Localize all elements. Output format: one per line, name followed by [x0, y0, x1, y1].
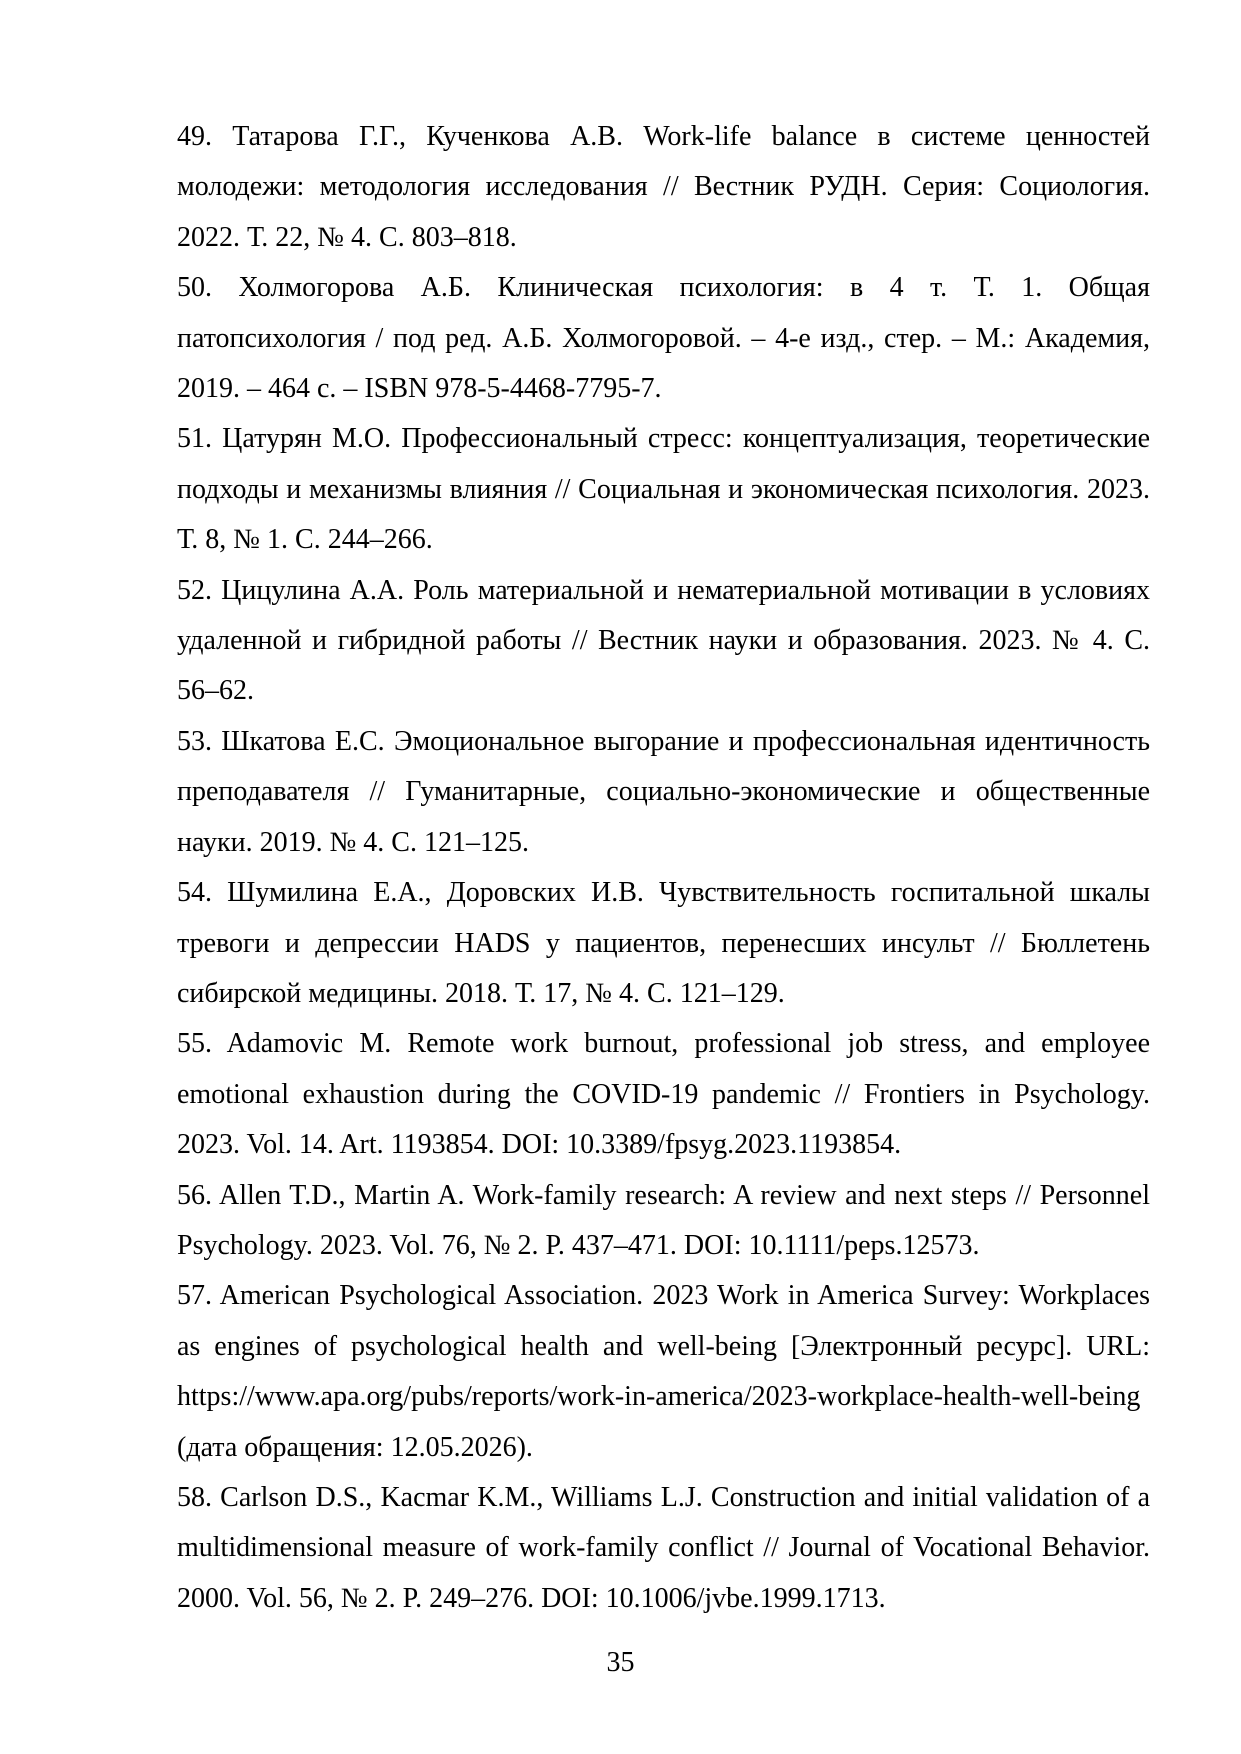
reference-entry: 52. Цицулина А.А. Роль материальной и нематериальной мотивации в условиях удаленной и гибридной работы // Вестник науки и образования. 2023. № 4. С. 56–62.: [177, 574, 1150, 707]
reference-entry: 57. American Psychological Association. 2023 Work in America Survey: Workplaces as engines of psychological health and well-being [Электронный ресурс]. URL: https://www.apa.org/pubs/reports/work-in-america/2023-workplace-health-well-being (дата обращения: 12.05.2026).: [177, 1280, 1150, 1463]
reference-entry: 53. Шкатова Е.С. Эмоциональное выгорание и профессиональная идентичность преподавателя // Гуманитарные, социально-экономические и общественные науки. 2019. № 4. С. 121–125.: [177, 725, 1150, 858]
reference-entry: 54. Шумилина Е.А., Доровских И.В. Чувствительность госпитальной шкалы тревоги и депрессии HADS у пациентов, перенесших инсульт // Бюллетень сибирской медицины. 2018. Т. 17, № 4. С. 121–129.: [177, 877, 1150, 1009]
page-number: 35: [606, 1647, 635, 1678]
reference-entry: 56. Allen T.D., Martin A. Work-family research: A review and next steps // Personnel Psychology. 2023. Vol. 76, № 2. P. 437–471. DOI: 10.1111/peps.12573.: [177, 1179, 1150, 1261]
reference-entry: 58. Carlson D.S., Kacmar K.M., Williams L.J. Construction and initial validation of a multidimensional measure of work-family conflict // Journal of Vocational Behavior. 2000. Vol. 56, № 2. P. 249–276. DOI: 10.1006/jvbe.1999.1713.: [177, 1481, 1150, 1614]
reference-entry: 50. Холмогорова А.Б. Клиническая психология: в 4 т. Т. 1. Общая патопсихология / под ред. А.Б. Холмогоровой. – 4-е изд., стер. – М.: Академия, 2019. – 464 с. – ISBN 978-5-4468-7795-7.: [177, 272, 1150, 405]
reference-entry: 55. Adamovic M. Remote work burnout, professional job stress, and employee emotional exhaustion during the COVID-19 pandemic // Frontiers in Psychology. 2023. Vol. 14. Art. 1193854. DOI: 10.3389/fpsyg.2023.1193854.: [177, 1028, 1150, 1161]
reference-list: [177, 112, 1150, 1624]
reference-entry: 51. Цатурян М.О. Профессиональный стресс: концептуализация, теоретические подходы и механизмы влияния // Социальная и экономическая психология. 2023. Т. 8, № 1. С. 244–266.: [177, 423, 1150, 556]
reference-entry: 49. Татарова Г.Г., Кученкова А.В. Work-life balance в системе ценностей молодежи: методология исследования // Вестник РУДН. Серия: Социология. 2022. Т. 22, № 4. С. 803–818.: [177, 121, 1150, 253]
